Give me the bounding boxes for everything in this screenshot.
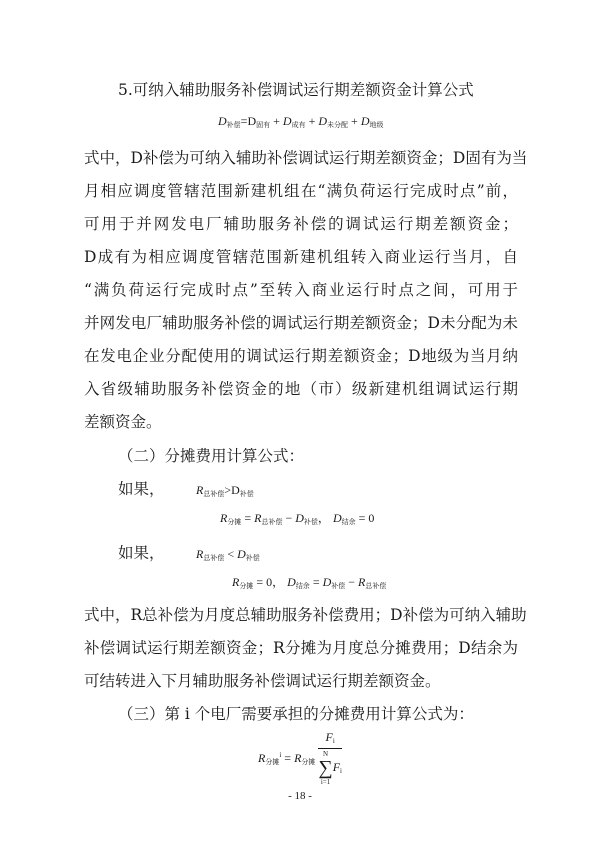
case-1-formula: $R_{分摊} = R_{总补偿} - D_{补偿}$， $D_{结余} = 0$ bbox=[220, 511, 375, 526]
paragraph-1-line-5: “满负荷运行完成时点”至转入商业运行时点之间，可用于 bbox=[84, 281, 518, 299]
paragraph-2-line-3: 可结转进入下月辅助服务补偿调试运行期差额资金。 bbox=[84, 672, 441, 690]
case-1-label: 如果， bbox=[118, 480, 165, 498]
case-2-condition: $R_{总补偿} < D_{补偿}$ bbox=[196, 547, 260, 562]
sigma-symbol: N ∑ i=1 bbox=[318, 750, 333, 786]
section-heading-5: 5.可纳入辅助服务补偿调试运行期差额资金计算公式 bbox=[118, 81, 474, 99]
paragraph-2-line-1: 式中，R总补偿为月度总辅助服务补偿费用；D补偿为可纳入辅助 bbox=[84, 606, 527, 624]
case-1-condition: $R_{总补偿}>D_{补偿}$ bbox=[196, 483, 254, 498]
case-2-formula: $R_{分摊} = 0$， $D_{结余} = D_{补偿} - R_{总补偿}$ bbox=[232, 575, 387, 590]
formula-compensation-total: $D_{补偿}=D_{固有} + D_{成有} + D_{未分配} + D_{地级}$ bbox=[218, 114, 384, 129]
paragraph-1-line-9: 差额资金。 bbox=[84, 413, 162, 431]
paragraph-1-line-6: 并网发电厂辅助服务补偿的调试运行期差额资金；D未分配为未 bbox=[84, 314, 518, 332]
paragraph-1-line-3: 可用于并网发电厂辅助服务补偿的调试运行期差额资金； bbox=[84, 215, 518, 233]
formula-plant-share: $R_{分摊}^i = R_{分摊}$ $F_i$ N ∑ $i=1F_i$ bbox=[258, 730, 342, 786]
case-2-label: 如果， bbox=[118, 544, 165, 562]
paragraph-1-line-4: D成有为相应调度管辖范围新建机组转入商业运行当月，自 bbox=[84, 248, 518, 266]
paragraph-1-line-1: 式中，D补偿为可纳入辅助补偿调试运行期差额资金；D固有为当 bbox=[84, 149, 528, 167]
section-heading-3: （三）第 i 个电厂需要承担的分摊费用计算公式为： bbox=[118, 705, 474, 723]
paragraph-1-line-2: 月相应调度管辖范围新建机组在“满负荷运行完成时点”前， bbox=[84, 182, 518, 200]
paragraph-1-line-7: 在发电企业分配使用的调试运行期差额资金；D地级为当月纳 bbox=[84, 347, 518, 365]
paragraph-1-line-8: 入省级辅助服务补偿资金的地（市）级新建机组调试运行期 bbox=[84, 380, 518, 398]
paragraph-2-line-2: 补偿调试运行期差额资金；R分摊为月度总分摊费用；D结余为 bbox=[84, 639, 518, 657]
page-number: - 18 - bbox=[288, 790, 312, 802]
fraction: $F_i$ N ∑ $i=1F_i$ bbox=[318, 730, 342, 786]
section-heading-2: （二）分摊费用计算公式： bbox=[118, 447, 305, 465]
